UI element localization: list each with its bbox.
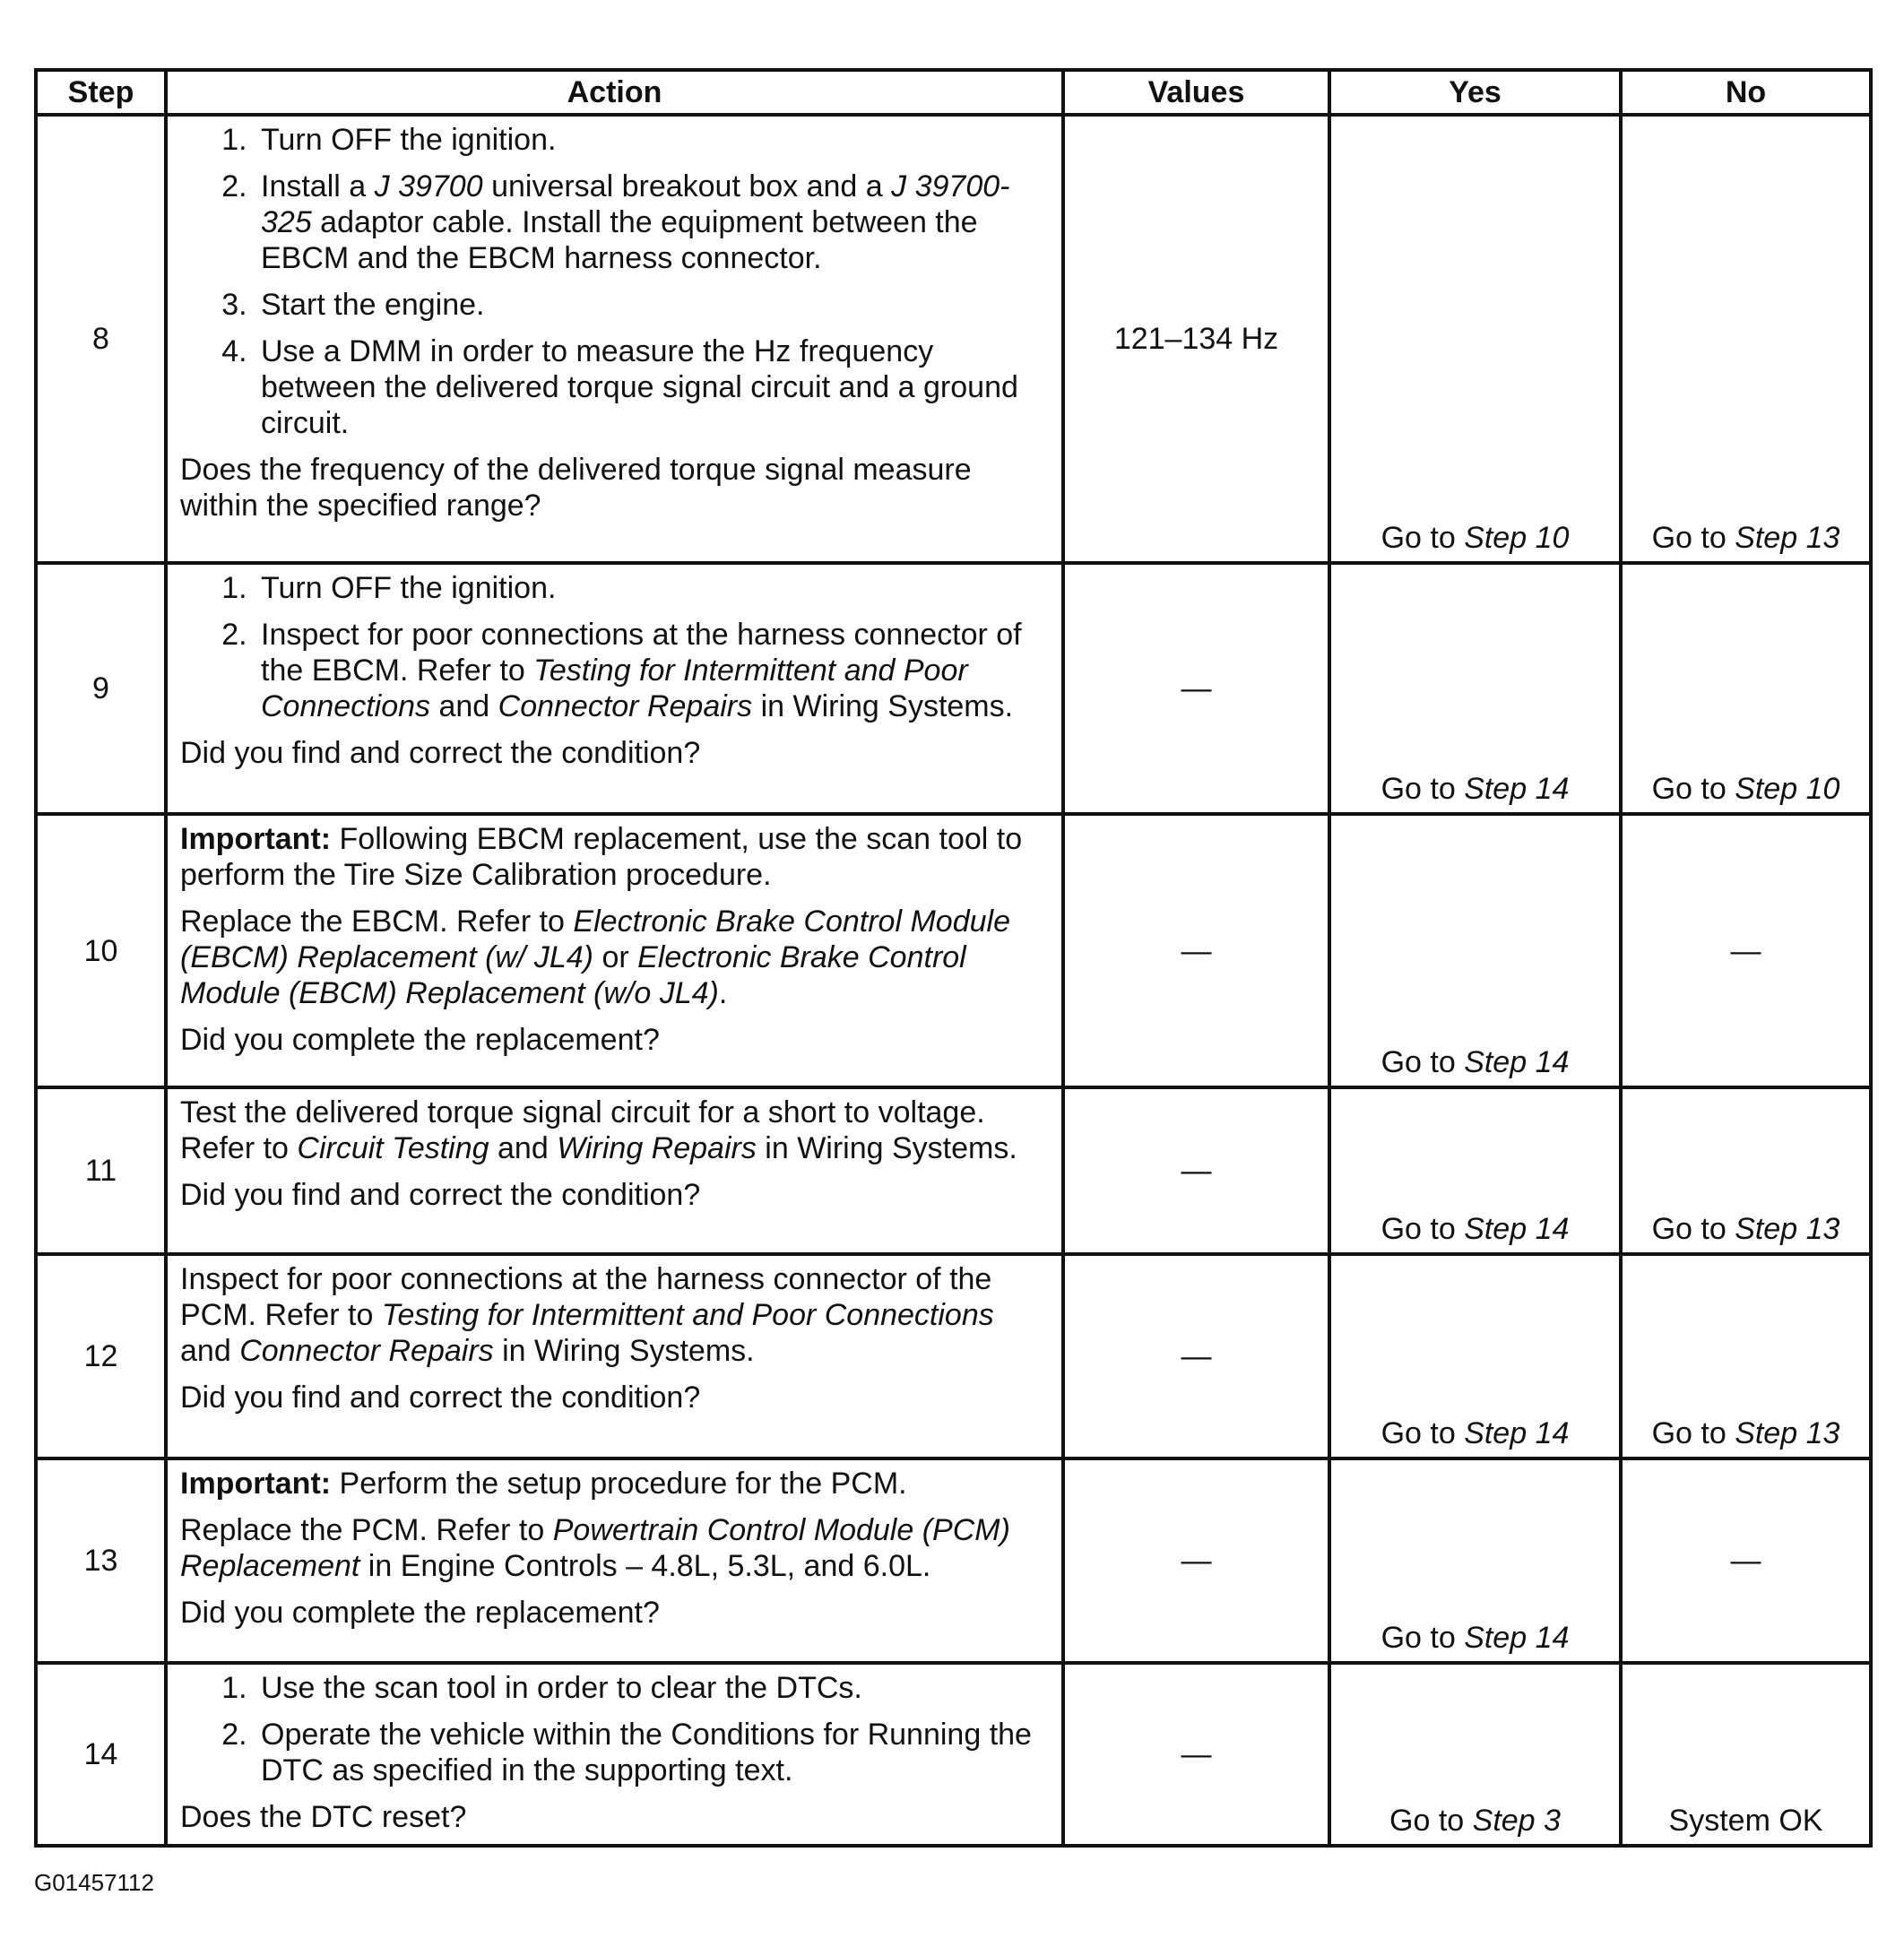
table-row — [36, 1254, 1871, 1458]
table-row — [36, 1087, 1871, 1254]
action-cell — [166, 563, 1063, 814]
no-cell — [1621, 814, 1871, 1087]
no-step-link[interactable]: Step 13 — [1735, 1416, 1840, 1450]
table-body — [36, 115, 1871, 1846]
important-label: Important: — [180, 1467, 332, 1501]
no-cell — [1621, 115, 1871, 563]
header-values: Values — [1063, 70, 1329, 115]
header-no: No — [1621, 70, 1871, 115]
text-run: in Engine Controls – 4.8L, 5.3L, and 6.0L. — [359, 1549, 931, 1583]
header-step: Step — [36, 70, 166, 115]
important-note — [180, 1466, 1049, 1502]
yes-cell — [1329, 1254, 1621, 1458]
diagnostic-table-sheet — [34, 68, 1869, 1848]
action-instruction — [180, 904, 1049, 1011]
goto-label: Go to — [1380, 521, 1465, 555]
diagnostic-table — [34, 68, 1873, 1848]
figure-id: G01457112 — [34, 1869, 154, 1896]
goto-label: Go to — [1389, 1804, 1473, 1838]
action-step-item — [255, 1670, 1049, 1706]
goto-label: Go to — [1651, 521, 1735, 555]
reference-text: Wiring Repairs — [557, 1131, 757, 1165]
goto-label: Go to — [1651, 1212, 1735, 1246]
values-cell: — — [1063, 1087, 1329, 1254]
text-run: Turn OFF the ignition. — [261, 571, 557, 605]
text-run: and — [180, 1334, 240, 1368]
text-run: or — [593, 940, 638, 974]
reference-text: Connector Repairs — [239, 1334, 494, 1368]
no-result-text: System OK — [1668, 1804, 1823, 1838]
action-step-item — [255, 570, 1049, 606]
text-run: Inspect for poor connections at the harness connector of the PCM. Refer to — [180, 1262, 992, 1332]
text-run: Start the engine. — [261, 288, 485, 322]
text-run: Turn OFF the ignition. — [261, 123, 557, 157]
text-run: and — [430, 689, 498, 723]
yes-step-link[interactable]: Step 14 — [1464, 1212, 1570, 1246]
important-note — [180, 821, 1049, 893]
reference-text: Circuit Testing — [297, 1131, 489, 1165]
text-run: . — [718, 976, 728, 1010]
step-number: 13 — [36, 1458, 166, 1663]
action-question: Did you find and correct the condition? — [180, 1178, 701, 1212]
values-cell: — — [1063, 1458, 1329, 1663]
no-step-link[interactable]: Step 13 — [1735, 521, 1840, 555]
no-cell — [1621, 563, 1871, 814]
important-text: Following EBCM replacement, use the scan tool to perform the Tire Size Calibration procedure. — [180, 822, 1023, 892]
action-steps-list — [180, 1670, 1049, 1788]
text-run: Replace the PCM. Refer to — [180, 1513, 553, 1547]
text-run: in Wiring Systems. — [756, 1131, 1017, 1165]
action-step-item — [255, 1717, 1049, 1788]
action-question: Did you find and correct the condition? — [180, 736, 701, 770]
header-yes: Yes — [1329, 70, 1621, 115]
yes-step-link[interactable]: Step 14 — [1464, 1045, 1570, 1079]
goto-label: Go to — [1651, 772, 1735, 806]
values-cell: — — [1063, 814, 1329, 1087]
no-step-link[interactable]: Step 13 — [1735, 1212, 1840, 1246]
goto-label: Go to — [1380, 1416, 1465, 1450]
important-text: Perform the setup procedure for the PCM. — [331, 1467, 907, 1501]
table-row — [36, 563, 1871, 814]
action-step-item — [255, 287, 1049, 323]
text-run: adaptor cable. Install the equipment between the EBCM and the EBCM harness connector. — [261, 205, 978, 275]
yes-cell — [1329, 115, 1621, 563]
header-row — [36, 70, 1871, 115]
action-instruction — [180, 1095, 1049, 1166]
yes-step-link[interactable]: Step 10 — [1464, 521, 1570, 555]
goto-label: Go to — [1380, 772, 1465, 806]
yes-cell — [1329, 1458, 1621, 1663]
action-cell — [166, 1663, 1063, 1846]
reference-text: Testing for Intermittent and Poor Connections — [261, 653, 968, 723]
no-cell — [1621, 1663, 1871, 1846]
step-number: 9 — [36, 563, 166, 814]
action-cell — [166, 1254, 1063, 1458]
yes-step-link[interactable]: Step 14 — [1464, 1621, 1570, 1655]
values-cell: 121–134 Hz — [1063, 115, 1329, 563]
action-step-item — [255, 122, 1049, 158]
text-run: Use a DMM in order to measure the Hz frequency between the delivered torque signal circuit and a ground circuit. — [261, 334, 1018, 440]
action-question: Did you complete the replacement? — [180, 1596, 660, 1630]
table-row — [36, 1663, 1871, 1846]
action-steps-list — [180, 570, 1049, 724]
values-cell: — — [1063, 1663, 1329, 1846]
action-steps-list — [180, 122, 1049, 441]
action-question: Did you complete the replacement? — [180, 1023, 660, 1057]
no-step-link[interactable]: Step 10 — [1735, 772, 1840, 806]
step-number: 8 — [36, 115, 166, 563]
text-run: Use the scan tool in order to clear the DTCs. — [261, 1671, 862, 1705]
yes-cell — [1329, 1087, 1621, 1254]
no-result-text: — — [1730, 933, 1761, 968]
text-run: in Wiring Systems. — [752, 689, 1014, 723]
step-number: 12 — [36, 1254, 166, 1458]
goto-label: Go to — [1380, 1212, 1465, 1246]
action-cell — [166, 1458, 1063, 1663]
goto-label: Go to — [1380, 1045, 1465, 1079]
action-question: Does the DTC reset? — [180, 1800, 467, 1834]
action-question: Does the frequency of the delivered torque signal measure within the specified range? — [180, 453, 972, 523]
text-run: Replace the EBCM. Refer to — [180, 904, 574, 939]
text-run: in Wiring Systems. — [493, 1334, 755, 1368]
goto-label: Go to — [1651, 1416, 1735, 1450]
text-run: Inspect for poor connections at the harness connector of the EBCM. Refer to — [261, 618, 1022, 688]
yes-cell — [1329, 814, 1621, 1087]
no-cell — [1621, 1458, 1871, 1663]
reference-text: Powertrain Control Module (PCM) Replacement — [180, 1513, 1010, 1583]
yes-step-link[interactable]: Step 3 — [1472, 1804, 1561, 1838]
table-row — [36, 814, 1871, 1087]
yes-step-link[interactable]: Step 14 — [1464, 772, 1570, 806]
no-cell — [1621, 1087, 1871, 1254]
reference-text: Electronic Brake Control Module (EBCM) Replacement (w/o JL4) — [180, 940, 966, 1010]
step-number: 10 — [36, 814, 166, 1087]
action-step-item — [255, 617, 1049, 724]
reference-text: J 39700 — [374, 169, 483, 203]
reference-text: Electronic Brake Control Module (EBCM) Replacement (w/ JL4) — [180, 904, 1010, 974]
action-instruction — [180, 1512, 1049, 1584]
reference-text: J 39700-325 — [261, 169, 1010, 239]
action-cell — [166, 1087, 1063, 1254]
header-action: Action — [166, 70, 1063, 115]
reference-text: Connector Repairs — [498, 689, 753, 723]
table-row — [36, 115, 1871, 563]
text-run: Operate the vehicle within the Conditions for Running the DTC as specified in the supporting text. — [261, 1718, 1032, 1787]
values-cell: — — [1063, 1254, 1329, 1458]
step-number: 11 — [36, 1087, 166, 1254]
step-number: 14 — [36, 1663, 166, 1846]
text-run: universal breakout box and a — [482, 169, 892, 203]
table-row — [36, 1458, 1871, 1663]
text-run: Install a — [261, 169, 375, 203]
no-cell — [1621, 1254, 1871, 1458]
action-step-item — [255, 333, 1049, 441]
important-label: Important: — [180, 822, 332, 856]
text-run: Test the delivered torque signal circuit for a short to voltage. Refer to — [180, 1095, 985, 1165]
goto-label: Go to — [1380, 1621, 1465, 1655]
reference-text: Testing for Intermittent and Poor Connections — [381, 1298, 994, 1332]
yes-step-link[interactable]: Step 14 — [1464, 1416, 1570, 1450]
yes-cell — [1329, 563, 1621, 814]
action-instruction — [180, 1261, 1049, 1369]
text-run: and — [489, 1131, 558, 1165]
action-question: Did you find and correct the condition? — [180, 1380, 701, 1415]
yes-cell — [1329, 1663, 1621, 1846]
values-cell: — — [1063, 563, 1329, 814]
action-cell — [166, 115, 1063, 563]
action-step-item — [255, 169, 1049, 276]
no-result-text: — — [1730, 1544, 1761, 1578]
action-cell — [166, 814, 1063, 1087]
